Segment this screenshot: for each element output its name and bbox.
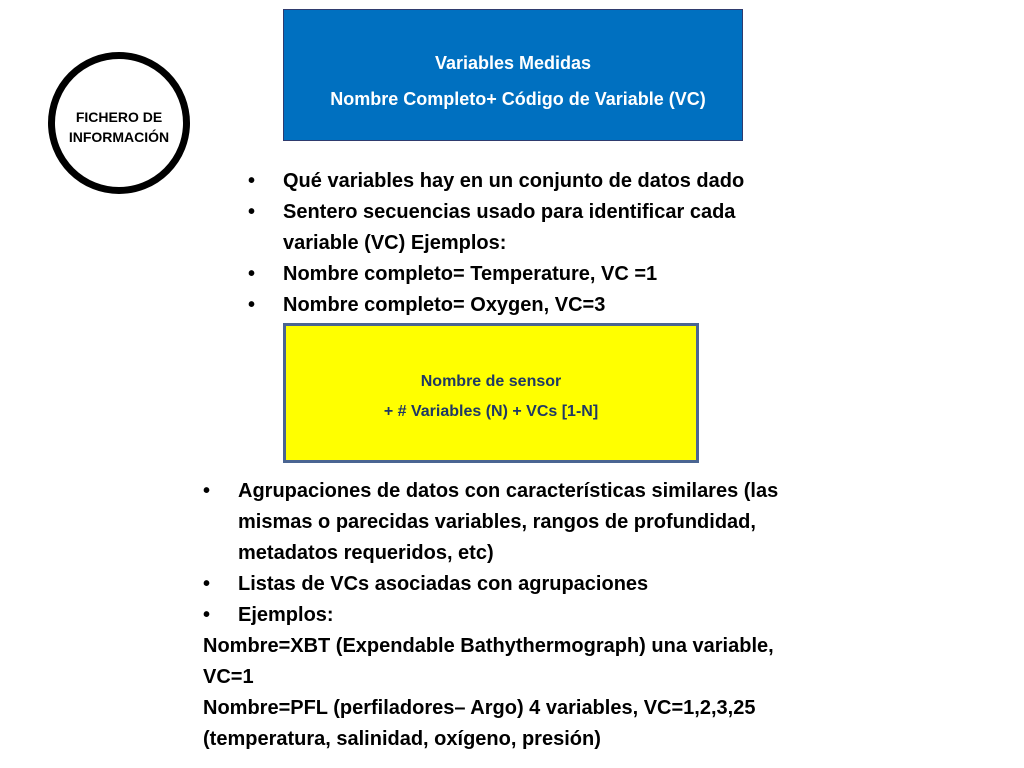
bullet-item: • Nombre completo= Oxygen, VC=3 [248,290,788,321]
example-line: (temperatura, salinidad, oxígeno, presión) [203,728,601,750]
bullet-item: • Ejemplos: [203,600,843,631]
bullet-item: • Sentero secuencias usado para identificar cada variable (VC) Ejemplos: [248,197,788,259]
example-line: VC=1 [203,666,254,688]
information-file-label: FICHERO DE INFORMACIÓN [68,109,170,145]
bullet-item: • Nombre completo= Temperature, VC =1 [248,259,788,290]
sensor-variables-subtitle: + # Variables (N) + VCs [1-N] [383,403,599,420]
variables-bullet-list [248,166,788,321]
examples-text [203,631,863,755]
measured-variables-title: Variables Medidas [434,53,592,73]
bullet-item: • Agrupaciones de datos con características similares (las mismas o parecidas variables, rangos de profundidad, metadatos requeridos, etc) [203,476,843,569]
groupings-bullet-list [203,476,843,631]
sensor-name-title: Nombre de sensor [420,373,562,390]
example-line: Nombre=XBT (Expendable Bathythermograph) una variable, [203,635,774,657]
example-line: Nombre=PFL (perfiladores– Argo) 4 variables, VC=1,2,3,25 [203,697,756,719]
measured-variables-box [283,9,743,141]
bullet-item: • Listas de VCs asociadas con agrupaciones [203,569,843,600]
measured-variables-subtitle: Nombre Completo+ Código de Variable (VC) [330,89,706,109]
sensor-name-box [283,323,699,463]
bullet-item: • Qué variables hay en un conjunto de datos dado [248,166,788,197]
information-file-circle [48,52,190,194]
